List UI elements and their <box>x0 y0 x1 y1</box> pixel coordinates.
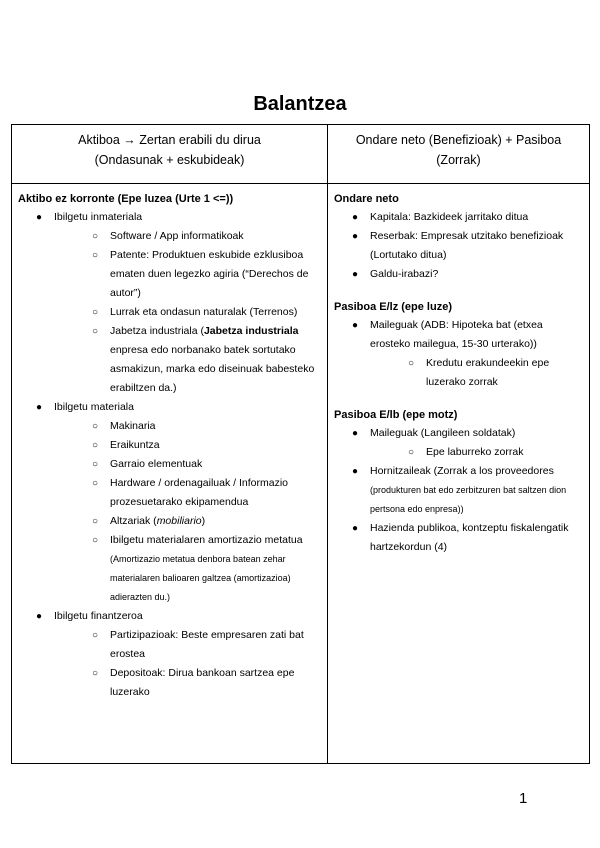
circle-bullet-icon: ○ <box>92 421 99 432</box>
header-liabilities-line2: (Zorrak) <box>436 153 481 167</box>
bullet-icon: ● <box>352 466 359 477</box>
list-item-label: Ibilgetu materialaren amortizazio metatua <box>110 534 303 546</box>
list-item <box>18 398 321 607</box>
list-item-label: Maileguak (Langileen soldatak) <box>370 427 516 439</box>
list-item-label: Altzariak ( <box>110 515 157 527</box>
list-item <box>334 227 583 265</box>
list-item-label: Hazienda publikoa, kontzeptu fiskalengatik hartzekordun (4) <box>370 522 569 553</box>
list-item-italic: mobiliario <box>156 515 202 527</box>
list-item <box>54 474 321 512</box>
bullet-icon: ● <box>36 212 43 223</box>
list-item-label: ) <box>201 515 206 527</box>
list-item-label: Software / App informatikoak <box>110 230 244 242</box>
header-assets-line1: Aktiboa → Zertan erabili du dirua <box>78 133 261 147</box>
list-item <box>334 519 583 557</box>
list-item-label: Eraikuntza <box>110 439 160 451</box>
list-item-label: Ibilgetu finantzeroa <box>54 610 143 622</box>
bullet-icon: ● <box>36 611 43 622</box>
bullet-icon: ● <box>352 523 359 534</box>
bullet-icon: ● <box>352 231 359 242</box>
list-item-label: Lurrak eta ondasun naturalak (Terrenos) <box>110 306 298 318</box>
bullet-icon: ● <box>352 269 359 280</box>
list-item <box>18 208 321 398</box>
list-item-label: enpresa edo norbanako batek sortutako asmakizun, marka edo diseinuak babesteko erabiltzen da.) <box>110 344 315 394</box>
list-item <box>54 626 321 664</box>
circle-bullet-icon: ○ <box>92 516 99 527</box>
circle-bullet-icon: ○ <box>92 478 99 489</box>
list-item <box>54 512 321 531</box>
list-item <box>334 424 583 462</box>
circle-bullet-icon: ○ <box>92 535 99 546</box>
list-item <box>334 462 583 519</box>
list-item <box>370 443 583 462</box>
page-number: 1 <box>519 790 528 807</box>
list-item-label: Partizipazioak: Beste empresaren zati bat erostea <box>110 629 304 660</box>
list-item <box>370 354 583 392</box>
bullet-icon: ● <box>352 212 359 223</box>
list-item-label: Kapitala: Bazkideek jarritako ditua <box>370 211 529 223</box>
circle-bullet-icon: ○ <box>92 307 99 318</box>
page-title: Balantzea <box>253 93 347 115</box>
list-item <box>54 455 321 474</box>
section-title-ondare: Ondare neto <box>334 193 399 205</box>
list-item-note: (Amortizazio metatua denbora batean zehar materialaren balioaren galtzea (amortizazioa) adierazten du.) <box>110 554 291 602</box>
list-item-label: Ibilgetu inmateriala <box>54 211 143 223</box>
list-item-label: Epe laburreko zorrak <box>426 446 524 458</box>
bullet-icon: ● <box>36 402 43 413</box>
liabilities-cell <box>328 184 590 764</box>
list-item <box>54 417 321 436</box>
list-item <box>54 322 321 398</box>
header-assets-line2: (Ondasunak + eskubideak) <box>94 153 245 167</box>
circle-bullet-icon: ○ <box>92 326 99 337</box>
list-item <box>54 531 321 607</box>
list-item <box>54 227 321 246</box>
circle-bullet-icon: ○ <box>92 630 99 641</box>
list-item <box>54 246 321 303</box>
section-title-pasibo-luze: Pasiboa E/lz (epe luze) <box>334 301 452 313</box>
list-item-label: Ibilgetu materiala <box>54 401 134 413</box>
list-item <box>334 265 583 284</box>
list-item-label: Hornitzaileak (Zorrak a los proveedores <box>370 465 554 477</box>
list-item <box>54 436 321 455</box>
list-item <box>334 316 583 392</box>
list-item-bold: Jabetza industriala <box>203 325 299 337</box>
circle-bullet-icon: ○ <box>92 459 99 470</box>
list-item-label: Depositoak: Dirua bankoan sartzea epe luzerako <box>110 667 295 698</box>
circle-bullet-icon: ○ <box>92 668 99 679</box>
bullet-icon: ● <box>352 428 359 439</box>
list-item-label: Reserbak: Empresak utzitako benefizioak (Lortutako ditua) <box>370 230 564 261</box>
list-item-note: (produkturen bat edo zerbitzuren bat saltzen dion pertsona edo enpresa)) <box>370 485 567 514</box>
circle-bullet-icon: ○ <box>92 440 99 451</box>
list-item-label: Maileguak (ADB: Hipoteka bat (etxea erosteko mailegua, 15-30 urterako)) <box>370 319 543 350</box>
header-assets <box>12 125 328 184</box>
list-item <box>54 303 321 322</box>
section-title: Aktibo ez korronte (Epe luzea (Urte 1 <=)) <box>18 193 234 205</box>
list-item-label: Makinaria <box>110 420 156 432</box>
list-item <box>18 607 321 702</box>
list-item-label: Jabetza industriala ( <box>110 325 204 337</box>
header-liabilities <box>328 125 590 184</box>
list-item-label: Kredutu erakundeekin epe luzerako zorrak <box>426 357 550 388</box>
assets-cell <box>12 184 328 764</box>
circle-bullet-icon: ○ <box>408 358 415 369</box>
list-item <box>54 664 321 702</box>
list-item-label: Galdu-irabazi? <box>370 268 439 280</box>
header-liabilities-line1: Ondare neto (Benefizioak) + Pasiboa <box>355 133 562 147</box>
circle-bullet-icon: ○ <box>92 250 99 261</box>
circle-bullet-icon: ○ <box>92 231 99 242</box>
section-title-pasibo-motz: Pasiboa E/lb (epe motz) <box>334 409 458 421</box>
list-item-label: Hardware / ordenagailuak / Informazio prozesuetarako ekipamendua <box>110 477 289 508</box>
list-item <box>334 208 583 227</box>
list-item-label: Garraio elementuak <box>110 458 203 470</box>
list-item-label: Patente: Produktuen eskubide ezklusiboa ematen duen legezko agiria (“Derechos de autor”) <box>110 249 309 299</box>
balance-table <box>11 124 590 764</box>
circle-bullet-icon: ○ <box>408 447 415 458</box>
bullet-icon: ● <box>352 320 359 331</box>
